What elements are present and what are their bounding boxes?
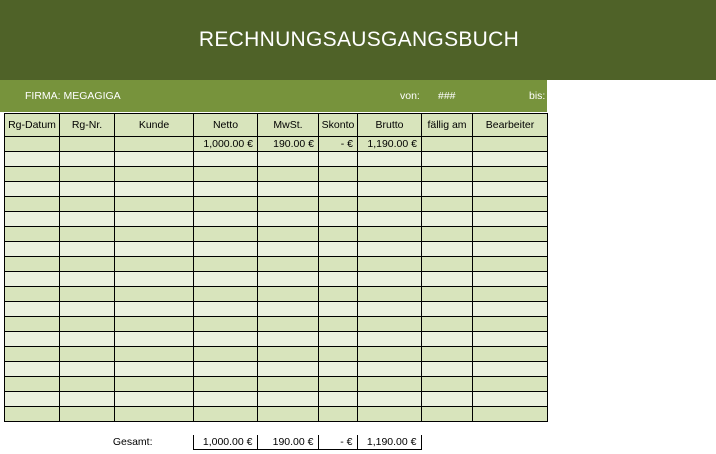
table-cell[interactable] [319,242,358,257]
table-cell[interactable] [422,287,473,302]
table-cell[interactable] [358,332,422,347]
table-cell[interactable] [319,347,358,362]
table-cell[interactable] [60,347,115,362]
table-cell[interactable] [319,182,358,197]
table-cell[interactable] [60,392,115,407]
firma-bar [0,80,547,112]
table-cell[interactable] [5,227,60,242]
table-cell[interactable] [194,227,258,242]
column-header-kunde[interactable]: Kunde [115,114,194,137]
table-cell[interactable] [473,212,548,227]
table-cell[interactable] [473,257,548,272]
table-cell[interactable] [194,392,258,407]
table-cell[interactable] [358,317,422,332]
table-cell[interactable] [358,242,422,257]
total-label: Gesamt: [112,436,153,449]
table-cell[interactable] [115,182,194,197]
table-cell[interactable] [319,257,358,272]
table-row [5,167,548,182]
table-cell[interactable] [319,152,358,167]
table-cell[interactable] [473,227,548,242]
table-cell[interactable] [319,377,358,392]
table-cell[interactable] [258,212,319,227]
table-cell[interactable] [422,242,473,257]
table-row [5,362,548,377]
table-cell[interactable] [115,197,194,212]
table-cell[interactable] [358,287,422,302]
table-cell[interactable] [194,197,258,212]
table-row [5,152,548,167]
table-row [5,347,548,362]
table-cell[interactable] [358,167,422,182]
table-cell[interactable] [115,152,194,167]
table-cell[interactable] [60,212,115,227]
table-cell[interactable] [422,212,473,227]
table-cell[interactable] [5,377,60,392]
table-cell[interactable] [258,377,319,392]
table-cell[interactable] [473,392,548,407]
table-cell[interactable]: - € [319,137,358,152]
table-cell[interactable] [115,137,194,152]
table-cell[interactable] [358,257,422,272]
table-cell[interactable] [194,242,258,257]
table-cell[interactable] [319,332,358,347]
table-cell[interactable] [473,407,548,422]
table-cell[interactable] [473,197,548,212]
table-cell[interactable] [473,302,548,317]
column-header-skonto[interactable]: Skonto [319,114,358,137]
table-cell[interactable] [473,377,548,392]
table-cell[interactable] [358,347,422,362]
table-cell[interactable] [115,377,194,392]
table-cell[interactable] [194,167,258,182]
table-cell[interactable] [258,182,319,197]
table-row [5,182,548,197]
table-cell[interactable] [5,392,60,407]
table-row [5,137,548,152]
table-cell[interactable] [358,272,422,287]
table-cell[interactable] [258,242,319,257]
column-header-brutto[interactable]: Brutto [358,114,422,137]
table-cell[interactable] [258,257,319,272]
table-cell[interactable] [258,287,319,302]
table-cell[interactable] [473,332,548,347]
table-cell[interactable] [358,227,422,242]
table-cell[interactable] [194,152,258,167]
table-cell[interactable] [60,167,115,182]
firma-label: FIRMA: MEGAGIGA [25,90,121,102]
table-cell[interactable] [422,227,473,242]
table-row [5,212,548,227]
table-cell[interactable] [422,182,473,197]
table-cell[interactable] [60,182,115,197]
table-cell[interactable] [319,407,358,422]
table-cell[interactable] [194,302,258,317]
table-row [5,197,548,212]
table-cell[interactable] [473,272,548,287]
total-skonto[interactable]: - € [318,435,357,450]
table-cell[interactable] [258,392,319,407]
table-cell[interactable] [319,212,358,227]
table-cell[interactable] [60,362,115,377]
table-cell[interactable] [115,392,194,407]
table-cell[interactable] [115,302,194,317]
table-cell[interactable] [60,332,115,347]
table-cell[interactable] [194,377,258,392]
table-cell[interactable] [60,317,115,332]
table-cell[interactable] [5,287,60,302]
table-cell[interactable] [319,167,358,182]
table-cell[interactable] [422,317,473,332]
table-cell[interactable] [5,137,60,152]
table-cell[interactable] [473,317,548,332]
table-cell[interactable] [358,152,422,167]
table-cell[interactable] [60,197,115,212]
table-cell[interactable] [60,242,115,257]
table-cell[interactable] [358,407,422,422]
von-value[interactable]: ### [438,90,456,102]
title-bar [0,0,716,80]
table-cell[interactable]: 1,190.00 € [358,137,422,152]
table-row [5,332,548,347]
table-cell[interactable] [319,287,358,302]
table-row [5,377,548,392]
table-cell[interactable] [5,242,60,257]
page-title: RECHNUNGSAUSGANGSBUCH [198,28,520,51]
table-cell[interactable] [115,362,194,377]
table-cell[interactable] [258,272,319,287]
table-cell[interactable] [258,167,319,182]
table-cell[interactable] [422,152,473,167]
table-cell[interactable] [115,332,194,347]
table-cell[interactable] [5,302,60,317]
table-cell[interactable] [258,347,319,362]
table-cell[interactable] [115,407,194,422]
table-row [5,287,548,302]
table-cell[interactable] [473,182,548,197]
table-cell[interactable] [422,137,473,152]
table-cell[interactable] [422,272,473,287]
table-cell[interactable] [473,152,548,167]
table-cell[interactable] [319,362,358,377]
table-cell[interactable] [115,227,194,242]
table-cell[interactable] [422,302,473,317]
table-cell[interactable] [422,407,473,422]
table-cell[interactable] [194,272,258,287]
table-cell[interactable] [60,227,115,242]
table-cell[interactable] [319,227,358,242]
table-cell[interactable] [5,182,60,197]
table-cell[interactable] [258,407,319,422]
table-cell[interactable] [473,362,548,377]
table-cell[interactable] [115,347,194,362]
table-cell[interactable] [422,257,473,272]
table-cell[interactable] [60,137,115,152]
table-row [5,302,548,317]
table-cell[interactable] [319,392,358,407]
table-cell[interactable] [115,257,194,272]
table-cell[interactable] [422,167,473,182]
column-header-rg-datum[interactable]: Rg-Datum [5,114,60,137]
table-row [5,227,548,242]
table-cell[interactable] [258,332,319,347]
table-cell[interactable] [115,272,194,287]
table-row [5,242,548,257]
table-cell[interactable] [358,392,422,407]
table-cell[interactable]: 190.00 € [258,137,319,152]
table-row [5,392,548,407]
table-cell[interactable] [194,347,258,362]
column-header-netto[interactable]: Netto [194,114,258,137]
table-cell[interactable] [5,167,60,182]
table-cell[interactable] [258,302,319,317]
table-cell[interactable] [60,377,115,392]
table-cell[interactable] [422,392,473,407]
bis-label: bis: [529,90,546,102]
column-header-bearbeiter[interactable]: Bearbeiter [473,114,548,137]
total-netto[interactable]: 1,000.00 € [193,435,257,450]
table-cell[interactable] [194,317,258,332]
table-cell[interactable] [473,287,548,302]
table-cell[interactable] [5,197,60,212]
total-mwst[interactable]: 190.00 € [257,435,318,450]
column-header-rg-nr[interactable]: Rg-Nr. [60,114,115,137]
table-cell[interactable] [319,272,358,287]
von-label: von: [400,90,420,102]
table-cell[interactable] [258,362,319,377]
table-cell[interactable] [422,347,473,362]
header-row [5,114,548,137]
table-cell[interactable] [473,167,548,182]
table-cell[interactable] [5,347,60,362]
table-cell[interactable] [194,332,258,347]
table-cell[interactable] [5,332,60,347]
table-cell[interactable] [115,317,194,332]
table-cell[interactable] [115,167,194,182]
table-cell[interactable] [194,362,258,377]
table-cell[interactable] [60,272,115,287]
table-cell[interactable] [358,197,422,212]
table-cell[interactable] [258,197,319,212]
table-cell[interactable] [422,332,473,347]
table-cell[interactable]: 1,000.00 € [194,137,258,152]
table-cell[interactable] [5,317,60,332]
table-cell[interactable] [115,287,194,302]
table-cell[interactable] [473,347,548,362]
table-cell[interactable] [319,197,358,212]
table-cell[interactable] [194,407,258,422]
table-cell[interactable] [60,257,115,272]
table-cell[interactable] [5,272,60,287]
table-cell[interactable] [5,152,60,167]
table-cell[interactable] [5,407,60,422]
column-header-faellig-am[interactable]: fällig am [422,114,473,137]
table-cell[interactable] [194,182,258,197]
table-cell[interactable] [358,302,422,317]
table-cell[interactable] [422,362,473,377]
totals-row [4,435,422,450]
table-cell[interactable] [5,257,60,272]
table-cell[interactable] [258,152,319,167]
table-row [5,257,548,272]
table-cell[interactable] [319,317,358,332]
table-cell[interactable] [258,317,319,332]
table-cell[interactable] [194,257,258,272]
table-cell[interactable] [5,362,60,377]
table-cell[interactable] [194,287,258,302]
table-cell[interactable] [60,407,115,422]
table-row [5,407,548,422]
table-row [5,272,548,287]
table-cell[interactable] [115,242,194,257]
table-row [5,317,548,332]
table-cell[interactable] [422,377,473,392]
column-header-mwst[interactable]: MwSt. [258,114,319,137]
table-cell[interactable] [358,212,422,227]
table-cell[interactable] [473,137,548,152]
table-cell[interactable] [358,377,422,392]
total-brutto[interactable]: 1,190.00 € [357,435,421,450]
table-cell[interactable] [5,212,60,227]
table-cell[interactable] [358,182,422,197]
table-cell[interactable] [194,212,258,227]
table-cell[interactable] [358,362,422,377]
table-cell[interactable] [60,302,115,317]
table-cell[interactable] [473,242,548,257]
table-cell[interactable] [60,287,115,302]
table-cell[interactable] [258,227,319,242]
table-cell[interactable] [115,212,194,227]
table-cell[interactable] [319,302,358,317]
table-cell[interactable] [60,152,115,167]
table-cell[interactable] [422,197,473,212]
invoice-table [4,113,548,422]
